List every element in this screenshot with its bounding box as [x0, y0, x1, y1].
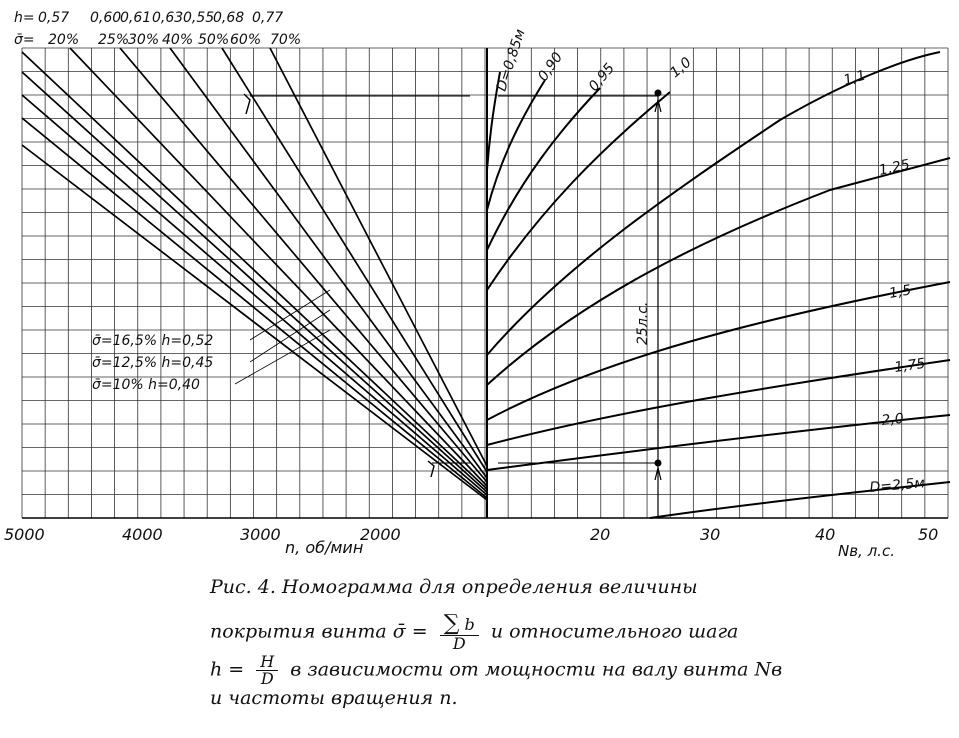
left-panel-line	[222, 48, 487, 472]
data-point-top	[655, 90, 662, 97]
header-h-prefix: h=	[14, 10, 35, 26]
diameter-curve	[487, 88, 600, 250]
leader-line	[250, 310, 330, 362]
left-panel-line	[70, 48, 487, 486]
lower-label: σ̄=10% h=0,40	[92, 377, 200, 393]
frac1-num-b: b	[464, 615, 475, 634]
lower-label: σ̄=12,5% h=0,45	[92, 355, 214, 371]
data-point-bottom	[655, 460, 662, 467]
header-sigma-value: 50%	[198, 32, 230, 48]
x-tick-label-right: 40	[815, 525, 836, 544]
right-power-curves	[487, 49, 950, 518]
left-panel-line	[270, 48, 487, 466]
diameter-curve-label: 1,1	[841, 67, 868, 89]
diameter-curve	[487, 415, 950, 470]
x-tick-label-left: 3000	[240, 525, 281, 544]
diameter-curve-label: 0,90	[535, 49, 567, 85]
header-sigma-value: 60%	[230, 32, 262, 48]
sum-symbol: ∑	[443, 611, 460, 636]
caption-line-2	[210, 611, 770, 653]
diameter-curve	[487, 92, 670, 290]
header-sigma-value: 20%	[48, 32, 80, 48]
caption-line-3	[210, 652, 783, 689]
diameter-curve-label: 1,0	[667, 54, 695, 82]
diameter-curve-label: D=2,5м	[868, 475, 926, 496]
header-h-value: 0,63	[152, 10, 184, 26]
caption-frac2-denominator: D	[260, 669, 274, 688]
header-sigma-value: 30%	[128, 32, 160, 48]
diameter-curve-label: 1,75	[893, 355, 927, 376]
caption-fraction-h-over-d	[256, 654, 278, 687]
caption-line-3-text-b: в зависимости от мощности на валу винта Nв	[290, 658, 783, 681]
diameter-curve	[487, 360, 950, 445]
header-h-value: 0,57	[38, 10, 70, 26]
diameter-curve	[487, 282, 950, 420]
x-tick-label-right: 50	[918, 525, 939, 544]
caption-line-2-text-a: покрытия винта σ̄ =	[210, 620, 428, 643]
header-h-value: 0,55	[183, 10, 215, 26]
x-tick-label-right: 20	[590, 525, 611, 544]
caption-frac1-numerator	[440, 613, 479, 636]
chart-grid	[22, 48, 948, 518]
caption-line-2-text-b: и относительного шага	[490, 620, 739, 643]
header-sigma-value: 40%	[162, 32, 194, 48]
diameter-curve	[487, 49, 940, 355]
left-x-axis-label: n, об/мин	[285, 538, 364, 557]
right-x-axis-label: Nв, л.с.	[838, 542, 895, 560]
arrow-top-left	[244, 94, 250, 114]
header-sigma-value: 25%	[98, 32, 130, 48]
caption-frac1-denominator: D	[452, 634, 466, 653]
caption-line-4: и частоты вращения n.	[210, 687, 458, 709]
header-h-value: 0,60	[90, 10, 122, 26]
header-h-value: 0,61	[120, 10, 152, 26]
x-tick-label-left: 5000	[4, 525, 45, 544]
figure-caption	[210, 576, 783, 724]
caption-frac2-numerator: H	[256, 654, 278, 671]
x-tick-label-left: 4000	[122, 525, 163, 544]
diameter-curve	[487, 158, 950, 385]
header-h-value: 0,68	[213, 10, 245, 26]
x-tick-label-right: 30	[700, 525, 721, 544]
caption-line-3-text-a: h =	[210, 658, 245, 681]
diameter-curve-label: D=0,85м	[493, 27, 529, 94]
lower-label: σ̄=16,5% h=0,52	[92, 333, 214, 349]
x-tick-label-left: 2000	[360, 525, 401, 544]
diameter-curve-label: 1,5	[887, 282, 913, 302]
header-sigma-value: 70%	[270, 32, 302, 48]
header-h-value: 0,77	[252, 10, 284, 26]
diameter-curve-label: 1,25	[877, 156, 912, 179]
caption-fraction-b-over-d	[440, 613, 479, 652]
diameter-curve-label: 2,0	[880, 410, 905, 429]
caption-line-1: Рис. 4. Номограмма для определения величины	[210, 576, 698, 598]
header-sigma-prefix: σ̄=	[14, 32, 35, 48]
diameter-curve-label: 0,95	[585, 60, 619, 95]
marker-label-25: 25л.с.	[635, 301, 651, 345]
